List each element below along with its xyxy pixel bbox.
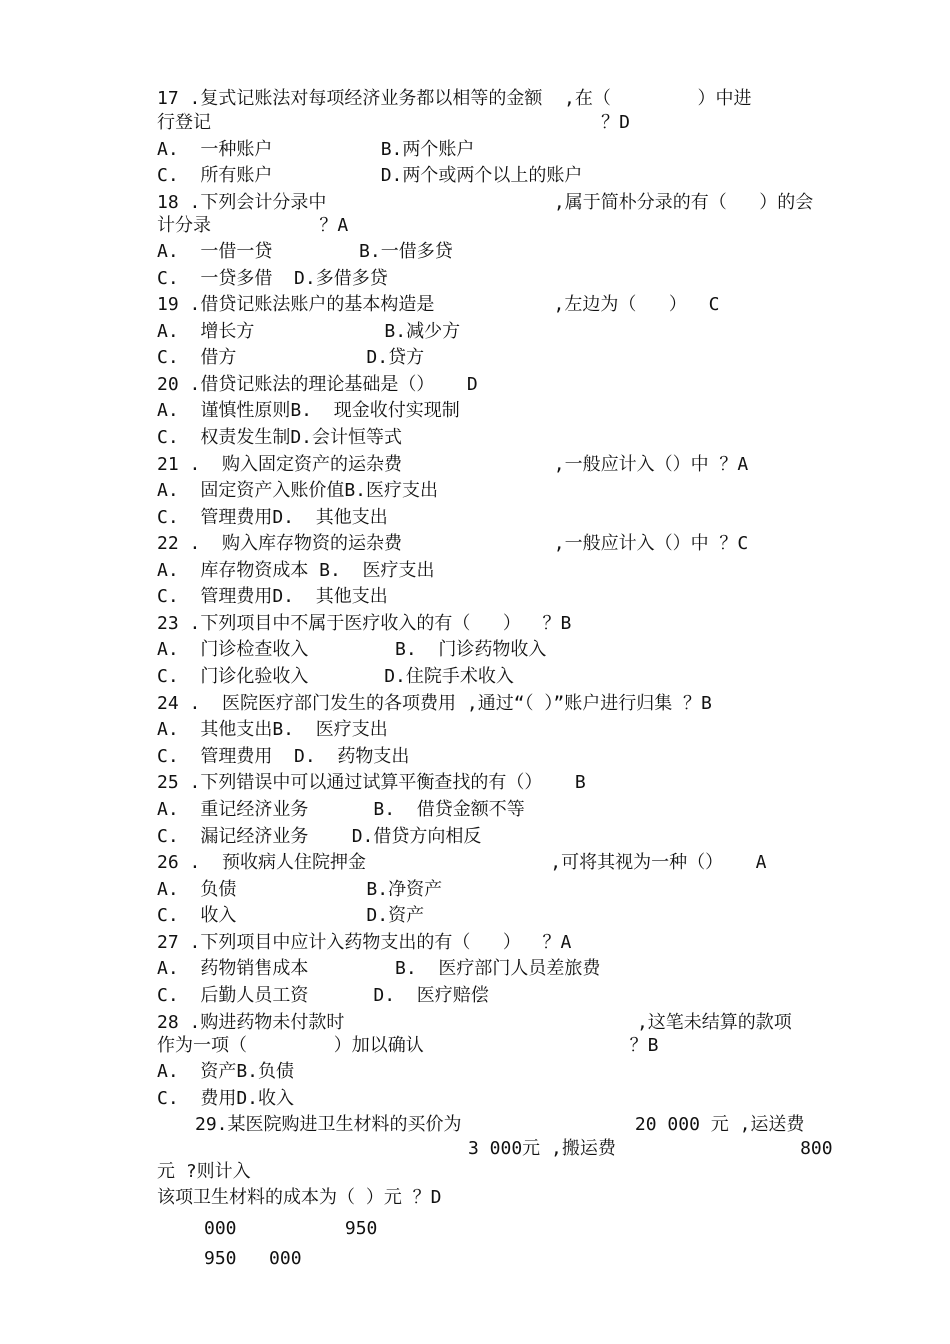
q20-stem: 20 .借贷记账法的理论基础是（） D [157,374,478,395]
q25-stem: 25 .下列错误中可以通过试算平衡查找的有（） B [157,772,586,793]
q17-stem-line1: 17 .复式记账法对每项经济业务都以相等的金额 ,在（ ）中进 [157,88,752,109]
q25-options-ab: A. 重记经济业务 B. 借贷金额不等 [157,799,525,820]
q29-stem-line3: 元 ?则计入 [157,1161,251,1182]
q24-options-ab: A. 其他支出B. 医疗支出 [157,719,388,740]
q28-stem-line1: 28 .购进药物未付款时 ,这笔未结算的款项 [157,1012,792,1033]
q21-options-ab: A. 固定资产入账价值B.医疗支出 [157,480,439,501]
q29-options-row2: 950 000 [204,1248,302,1269]
q26-stem: 26 . 预收病人住院押金 ,可将其视为一种（） A [157,852,767,873]
q19-options-ab: A. 增长方 B.减少方 [157,321,461,342]
q27-stem: 27 .下列项目中应计入药物支出的有（ ） ？A [157,932,572,953]
q17-options-ab: A. 一种账户 B.两个账户 [157,139,475,160]
q18-stem-line1: 18 .下列会计分录中 ,属于简朴分录的有（ ）的会 [157,192,814,213]
q18-options-ab: A. 一借一贷 B.一借多贷 [157,241,453,262]
q20-options-cd: C. 权责发生制D.会计恒等式 [157,427,403,448]
q17-options-cd: C. 所有账户 D.两个或两个以上的账户 [157,165,583,186]
q29-stem-line1: 29.某医院购进卫生材料的买价为 20 000 元 ,运送费 [195,1114,805,1135]
q23-options-cd: C. 门诊化验收入 D.住院手术收入 [157,666,514,687]
q19-options-cd: C. 借方 D.贷方 [157,347,425,368]
q22-options-ab: A. 库存物资成本 B. 医疗支出 [157,560,435,581]
q17-stem-line2: 行登记 ？D [157,112,630,133]
q28-options-ab: A. 资产B.负债 [157,1061,295,1082]
q28-stem-line2: 作为一项（ ）加以确认 ？B [157,1035,659,1056]
q18-stem-line2: 计分录 ？A [157,215,349,236]
q25-options-cd: C. 漏记经济业务 D.借贷方向相反 [157,826,482,847]
q29-stem-line4: 该项卫生材料的成本为（ ）元 ？D [157,1187,442,1208]
q18-options-cd: C. 一贷多借 D.多借多贷 [157,268,388,289]
q26-options-ab: A. 负债 B.净资产 [157,879,443,900]
q27-options-ab: A. 药物销售成本 B. 医疗部门人员差旅费 [157,958,601,979]
q23-options-ab: A. 门诊检查收入 B. 门诊药物收入 [157,639,547,660]
q29-options-row1: 000 950 [204,1218,378,1239]
q21-stem: 21 . 购入固定资产的运杂费 ,一般应计入（）中 ？A [157,454,749,475]
q28-options-cd: C. 费用D.收入 [157,1088,295,1109]
q24-options-cd: C. 管理费用 D. 药物支出 [157,746,410,767]
q22-stem: 22 . 购入库存物资的运杂费 ,一般应计入（）中 ？C [157,533,749,554]
q29-stem-line2: 3 000元 ,搬运费 800 [468,1138,833,1159]
q22-options-cd: C. 管理费用D. 其他支出 [157,586,388,607]
q21-options-cd: C. 管理费用D. 其他支出 [157,507,388,528]
q23-stem: 23 .下列项目中不属于医疗收入的有（ ） ？B [157,613,572,634]
q24-stem: 24 . 医院医疗部门发生的各项费用 ,通过“（ ）”账户进行归集 ？B [157,693,712,714]
q27-options-cd: C. 后勤人员工资 D. 医疗赔偿 [157,985,489,1006]
q26-options-cd: C. 收入 D.资产 [157,905,425,926]
q20-options-ab: A. 谨慎性原则B. 现金收付实现制 [157,400,460,421]
q19-stem: 19 .借贷记账法账户的基本构造是 ,左边为（ ） C [157,294,720,315]
